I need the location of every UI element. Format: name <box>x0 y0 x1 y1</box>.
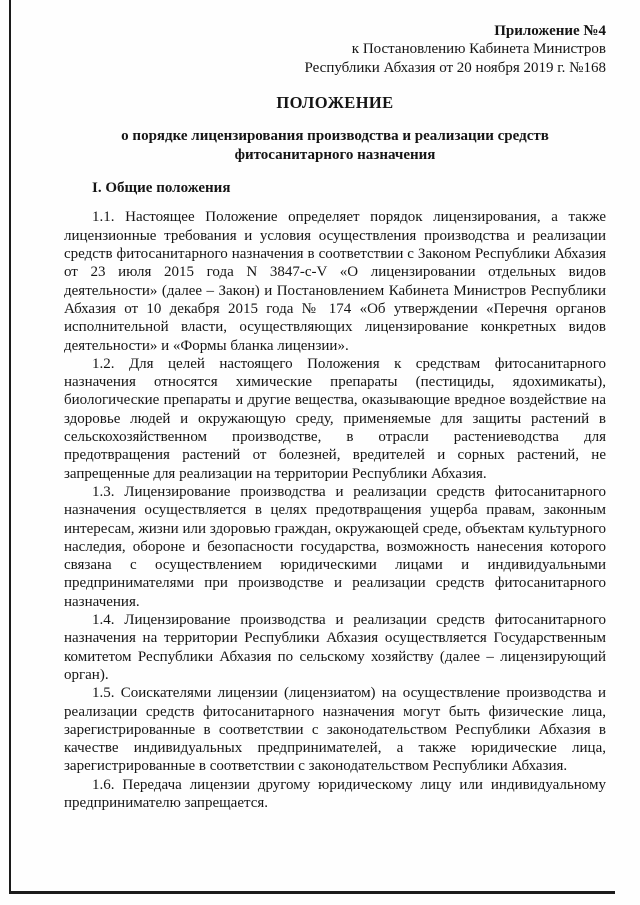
section-heading-general-provisions: I. Общие положения <box>92 180 231 197</box>
header-decree-reference: к Постановлению Кабинета Министров <box>351 41 606 58</box>
header-annex-number: Приложение №4 <box>494 23 606 39</box>
document-title: ПОЛОЖЕНИЕ <box>276 92 394 112</box>
document-content <box>64 22 606 812</box>
paragraph-1-5: 1.5. Соискателями лицензии (лицензиатом) на осуществление производства и реализации средств фитосанитарного назначения могут быть физические лица, зарегистрированные в соответствии с законодательством Республики Абхазия в качестве индивидуальных предпринимателей, а также юридические лица, зарегистрированные в соответствии с законодательством Республики Абхазия. <box>64 685 606 775</box>
scan-artifact-left-edge <box>9 0 11 893</box>
paragraph-1-2: 1.2. Для целей настоящего Положения к средствам фитосанитарного назначения относятся химические препараты (пестициды, ядохимикаты), биологические препараты и другие вещества, оказывающие вредное воздействие на здоровье людей и окружающую среду, применяемые для защиты растений в сельскохозяйственном производстве, в отрасли растениеводства для предотвращения растений от болезней, вредителей и сорных растений, не запрещенные для реализации на территории Республики Абхазия. <box>64 355 606 482</box>
scan-artifact-bottom-edge <box>9 891 615 894</box>
document-header <box>64 22 606 77</box>
paragraph-1-3: 1.3. Лицензирование производства и реализации средств фитосанитарного назначения осуществляется в целях предотвращения ущерба правам, законным интересам, жизни или здоровью граждан, окружающей среде, объектам культурного наследия, обороне и безопасности государства, возможность нанесения которого связана с осуществлением юридическими лицами и индивидуальными предпринимателями при производстве и реализации средств фитосанитарного назначения. <box>64 483 606 610</box>
header-decree-date: Республики Абхазия от 20 ноября 2019 г. №168 <box>304 59 606 76</box>
paragraph-1-1: 1.1. Настоящее Положение определяет порядок лицензирования, а также лицензионные требования и условия осуществления производства и реализации средств фитосанитарного назначения в соответствии с Законом Республики Абхазия от 23 июля 2015 года N 3847-с-V «О лицензировании отдельных видов деятельности» (далее – Закон) и Постановлением Кабинета Министров Республики Абхазия от 10 декабря 2015 года № 174 «Об утверждении «Перечня органов исполнительной власти, осуществляющих лицензирование конкретных видов деятельности» и «Формы бланка лицензии». <box>64 209 606 354</box>
paragraph-1-4: 1.4. Лицензирование производства и реализации средств фитосанитарного назначения на территории Республики Абхазия осуществляется Государственным комитетом Республики Абхазия по сельскому хозяйству (далее – лицензирующий орган). <box>64 612 606 683</box>
paragraph-1-6: 1.6. Передача лицензии другому юридическому лицу или индивидуальному предпринимателю запрещается. <box>64 776 606 811</box>
document-subtitle: о порядке лицензирования производства и реализации средств фитосанитарного назначения <box>121 128 549 163</box>
